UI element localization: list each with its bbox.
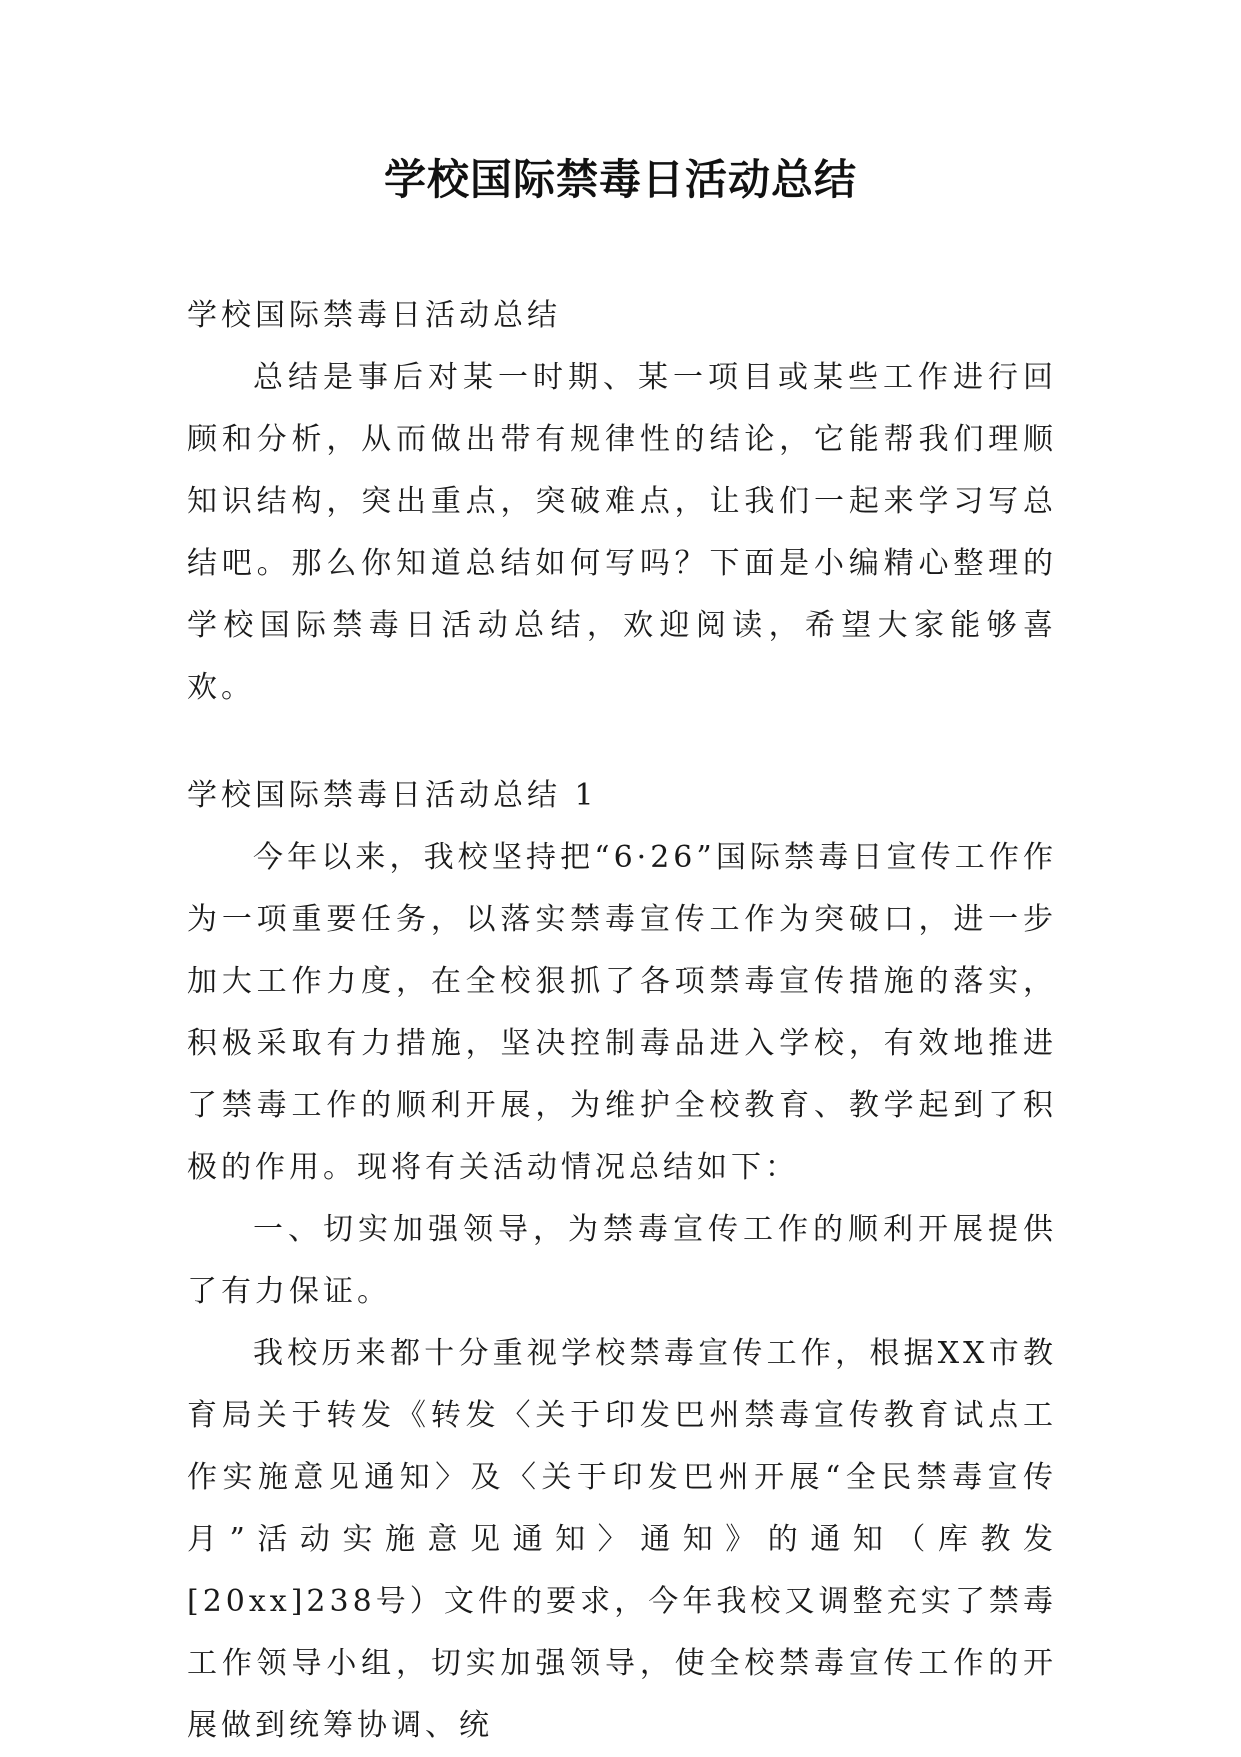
section1-heading: 学校国际禁毒日活动总结 1 <box>187 778 598 813</box>
section1-paragraph-2: 一、切实加强领导，为禁毒宣传工作的顺利开展提供了有力保证。 <box>187 1212 1057 1309</box>
intro-heading: 学校国际禁毒日活动总结 <box>187 298 561 333</box>
section1-paragraph-3: 我校历来都十分重视学校禁毒宣传工作，根据XX市教育局关于转发《转发〈关于印发巴州禁毒宣传教育试点工作实施意见通知〉及〈关于印发巴州开展“全民禁毒宣传月”活动实施意见通知〉通知》的通知（库教发[20xx]238号）文件的要求，今年我校又调整充实了禁毒工作领导小组，切实加强领导，使全校禁毒宣传工作的开展做到统筹协调、统 <box>187 1336 1057 1743</box>
section1-paragraph-1: 今年以来，我校坚持把“6·26”国际禁毒日宣传工作作为一项重要任务，以落实禁毒宣传工作为突破口，进一步加大工作力度，在全校狠抓了各项禁毒宣传措施的落实，积极采取有力措施，坚决控制毒品进入学校，有效地推进了禁毒工作的顺利开展，为维护全校教育、教学起到了积极的作用。现将有关活动情况总结如下： <box>187 840 1057 1185</box>
document-title: 学校国际禁毒日活动总结 <box>383 155 857 204</box>
document-body <box>187 285 1057 1757</box>
section-spacer <box>187 719 1057 765</box>
intro-paragraph: 总结是事后对某一时期、某一项目或某些工作进行回顾和分析，从而做出带有规律性的结论，它能帮我们理顺知识结构，突出重点，突破难点，让我们一起来学习写总结吧。那么你知道总结如何写吗？下面是小编精心整理的学校国际禁毒日活动总结，欢迎阅读，希望大家能够喜欢。 <box>187 360 1057 705</box>
